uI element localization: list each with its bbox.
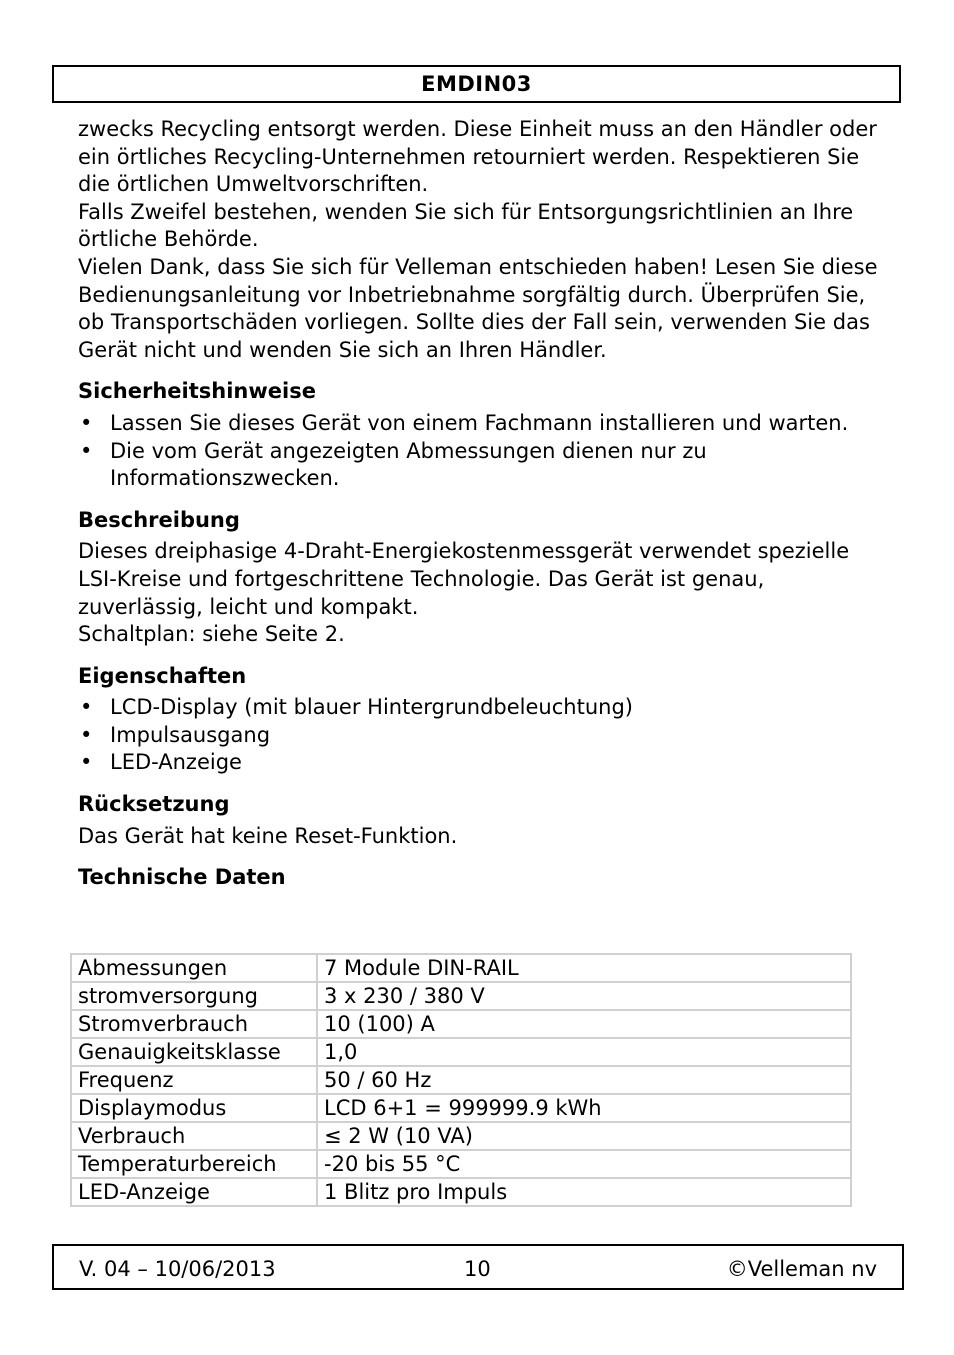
spec-key: LED-Anzeige	[71, 1178, 317, 1206]
footer-page-number: 10	[464, 1257, 491, 1281]
table-row	[71, 1150, 851, 1178]
page-header	[52, 65, 901, 103]
section-heading-specs: Technische Daten	[78, 865, 286, 890]
bullet-icon: •	[80, 750, 93, 775]
table-row	[71, 982, 851, 1010]
table-row	[71, 1038, 851, 1066]
section-heading-features: Eigenschaften	[78, 663, 247, 688]
table-row	[71, 1066, 851, 1094]
intro-paragraph: Falls Zweifel bestehen, wenden Sie sich für Entsorgungsrichtlinien an Ihre örtliche Behörde.	[78, 199, 854, 252]
spec-key: Stromverbrauch	[71, 1010, 317, 1038]
list-item-text: Lassen Sie dieses Gerät von einem Fachmann installieren und warten.	[110, 410, 849, 435]
section-heading-reset: Rücksetzung	[78, 792, 230, 817]
list-item-text: LCD-Display (mit blauer Hintergrundbeleuchtung)	[110, 695, 633, 720]
table-row	[71, 1178, 851, 1206]
bullet-icon: •	[80, 410, 93, 435]
specs-table	[70, 953, 852, 1207]
list-item	[78, 749, 878, 777]
spec-value: 50 / 60 Hz	[317, 1066, 851, 1094]
list-item	[78, 694, 878, 722]
list-item-text: LED-Anzeige	[110, 750, 242, 775]
spec-key: Abmessungen	[71, 954, 317, 982]
list-item	[78, 410, 878, 438]
spec-value: -20 bis 55 °C	[317, 1150, 851, 1178]
description-text: Dieses dreiphasige 4-Draht-Energiekostenmessgerät verwendet spezielle LSI-Kreise und fortgeschrittene Technologie. Das Gerät ist genau, zuverlässig, leicht und kompakt.	[78, 539, 850, 619]
bullet-icon: •	[80, 438, 93, 463]
spec-value: 1 Blitz pro Impuls	[317, 1178, 851, 1206]
list-item	[78, 438, 878, 493]
page-content	[78, 116, 878, 896]
footer-version: V. 04 – 10/06/2013	[79, 1257, 276, 1281]
spec-value: 10 (100) A	[317, 1010, 851, 1038]
section-heading-description: Beschreibung	[78, 507, 240, 532]
reset-text: Das Gerät hat keine Reset-Funktion.	[78, 823, 458, 848]
list-item-text: Die vom Gerät angezeigten Abmessungen dienen nur zu Informationszwecken.	[110, 438, 707, 491]
spec-key: Genauigkeitsklasse	[71, 1038, 317, 1066]
bullet-icon: •	[80, 695, 93, 720]
table-row	[71, 1010, 851, 1038]
spec-key: Displaymodus	[71, 1094, 317, 1122]
spec-key: Verbrauch	[71, 1122, 317, 1150]
spec-value: 3 x 230 / 380 V	[317, 982, 851, 1010]
footer-copyright: ©Velleman nv	[726, 1257, 877, 1281]
spec-key: Frequenz	[71, 1066, 317, 1094]
spec-value: 7 Module DIN-RAIL	[317, 954, 851, 982]
spec-key: Temperaturbereich	[71, 1150, 317, 1178]
document-title: EMDIN03	[421, 72, 532, 96]
features-list	[78, 694, 878, 777]
intro-paragraph: zwecks Recycling entsorgt werden. Diese Einheit muss an den Händler oder ein örtliches Recycling-Unternehmen retourniert werden. Respektieren Sie die örtlichen Umweltvorschriften.	[78, 117, 877, 197]
spec-value: LCD 6+1 = 999999.9 kWh	[317, 1094, 851, 1122]
safety-list	[78, 410, 878, 493]
section-heading-safety: Sicherheitshinweise	[78, 379, 316, 404]
bullet-icon: •	[80, 722, 93, 747]
list-item-text: Impulsausgang	[110, 722, 271, 747]
description-note: Schaltplan: siehe Seite 2.	[78, 622, 345, 647]
spec-value: 1,0	[317, 1038, 851, 1066]
table-row	[71, 1094, 851, 1122]
intro-paragraph: Vielen Dank, dass Sie sich für Velleman entschieden haben! Lesen Sie diese Bedienungsanleitung vor Inbetriebnahme sorgfältig durch. Überprüfen Sie, ob Transportschäden vorliegen. Sollte dies der Fall sein, verwenden Sie das Gerät nicht und wenden Sie sich an Ihren Händler.	[78, 254, 878, 362]
spec-value: ≤ 2 W (10 VA)	[317, 1122, 851, 1150]
table-row	[71, 1122, 851, 1150]
page-footer	[52, 1244, 904, 1290]
list-item	[78, 722, 878, 750]
table-row	[71, 954, 851, 982]
spec-key: stromversorgung	[71, 982, 317, 1010]
